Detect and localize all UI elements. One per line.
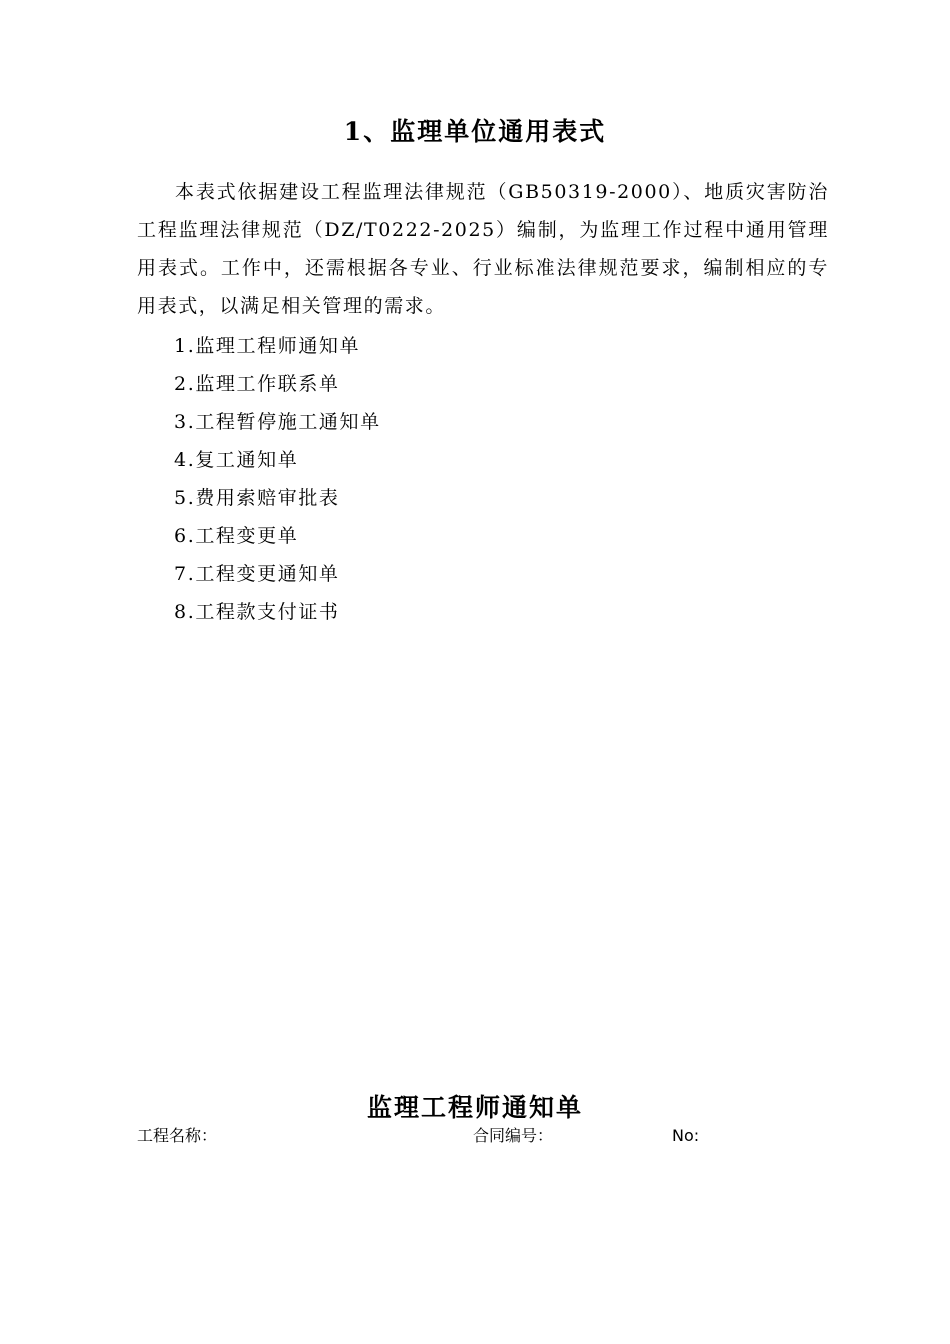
form-list: [174, 327, 381, 631]
intro-paragraph: 本表式依据建设工程监理法律规范（GB50319-2000）、地质灾害防治工程监理法律规范（DZ/T0222-2025）编制，为监理工作过程中通用管理用表式。工作中，还需根据各专业、行业标准法律规范要求，编制相应的专用表式，以满足相关管理的需求。: [137, 181, 829, 317]
list-item: 3.工程暂停施工通知单: [174, 411, 381, 433]
list-item: 7.工程变更通知单: [174, 563, 340, 585]
contract-no-label: 合同编号：: [473, 1126, 554, 1145]
list-item: 1.监理工程师通知单: [174, 335, 361, 357]
section-title: 1、监理单位通用表式: [343, 117, 607, 146]
list-item: 8.工程款支付证书: [174, 601, 340, 623]
serial-no-label: No:: [672, 1126, 700, 1145]
list-item: 5.费用索赔审批表: [174, 487, 340, 509]
list-item: 6.工程变更单: [174, 525, 299, 547]
list-item: 2.监理工作联系单: [174, 373, 340, 395]
project-name-label: 工程名称：: [137, 1126, 218, 1145]
form-title: 监理工程师通知单: [366, 1093, 583, 1122]
list-item: 4.复工通知单: [174, 449, 299, 471]
